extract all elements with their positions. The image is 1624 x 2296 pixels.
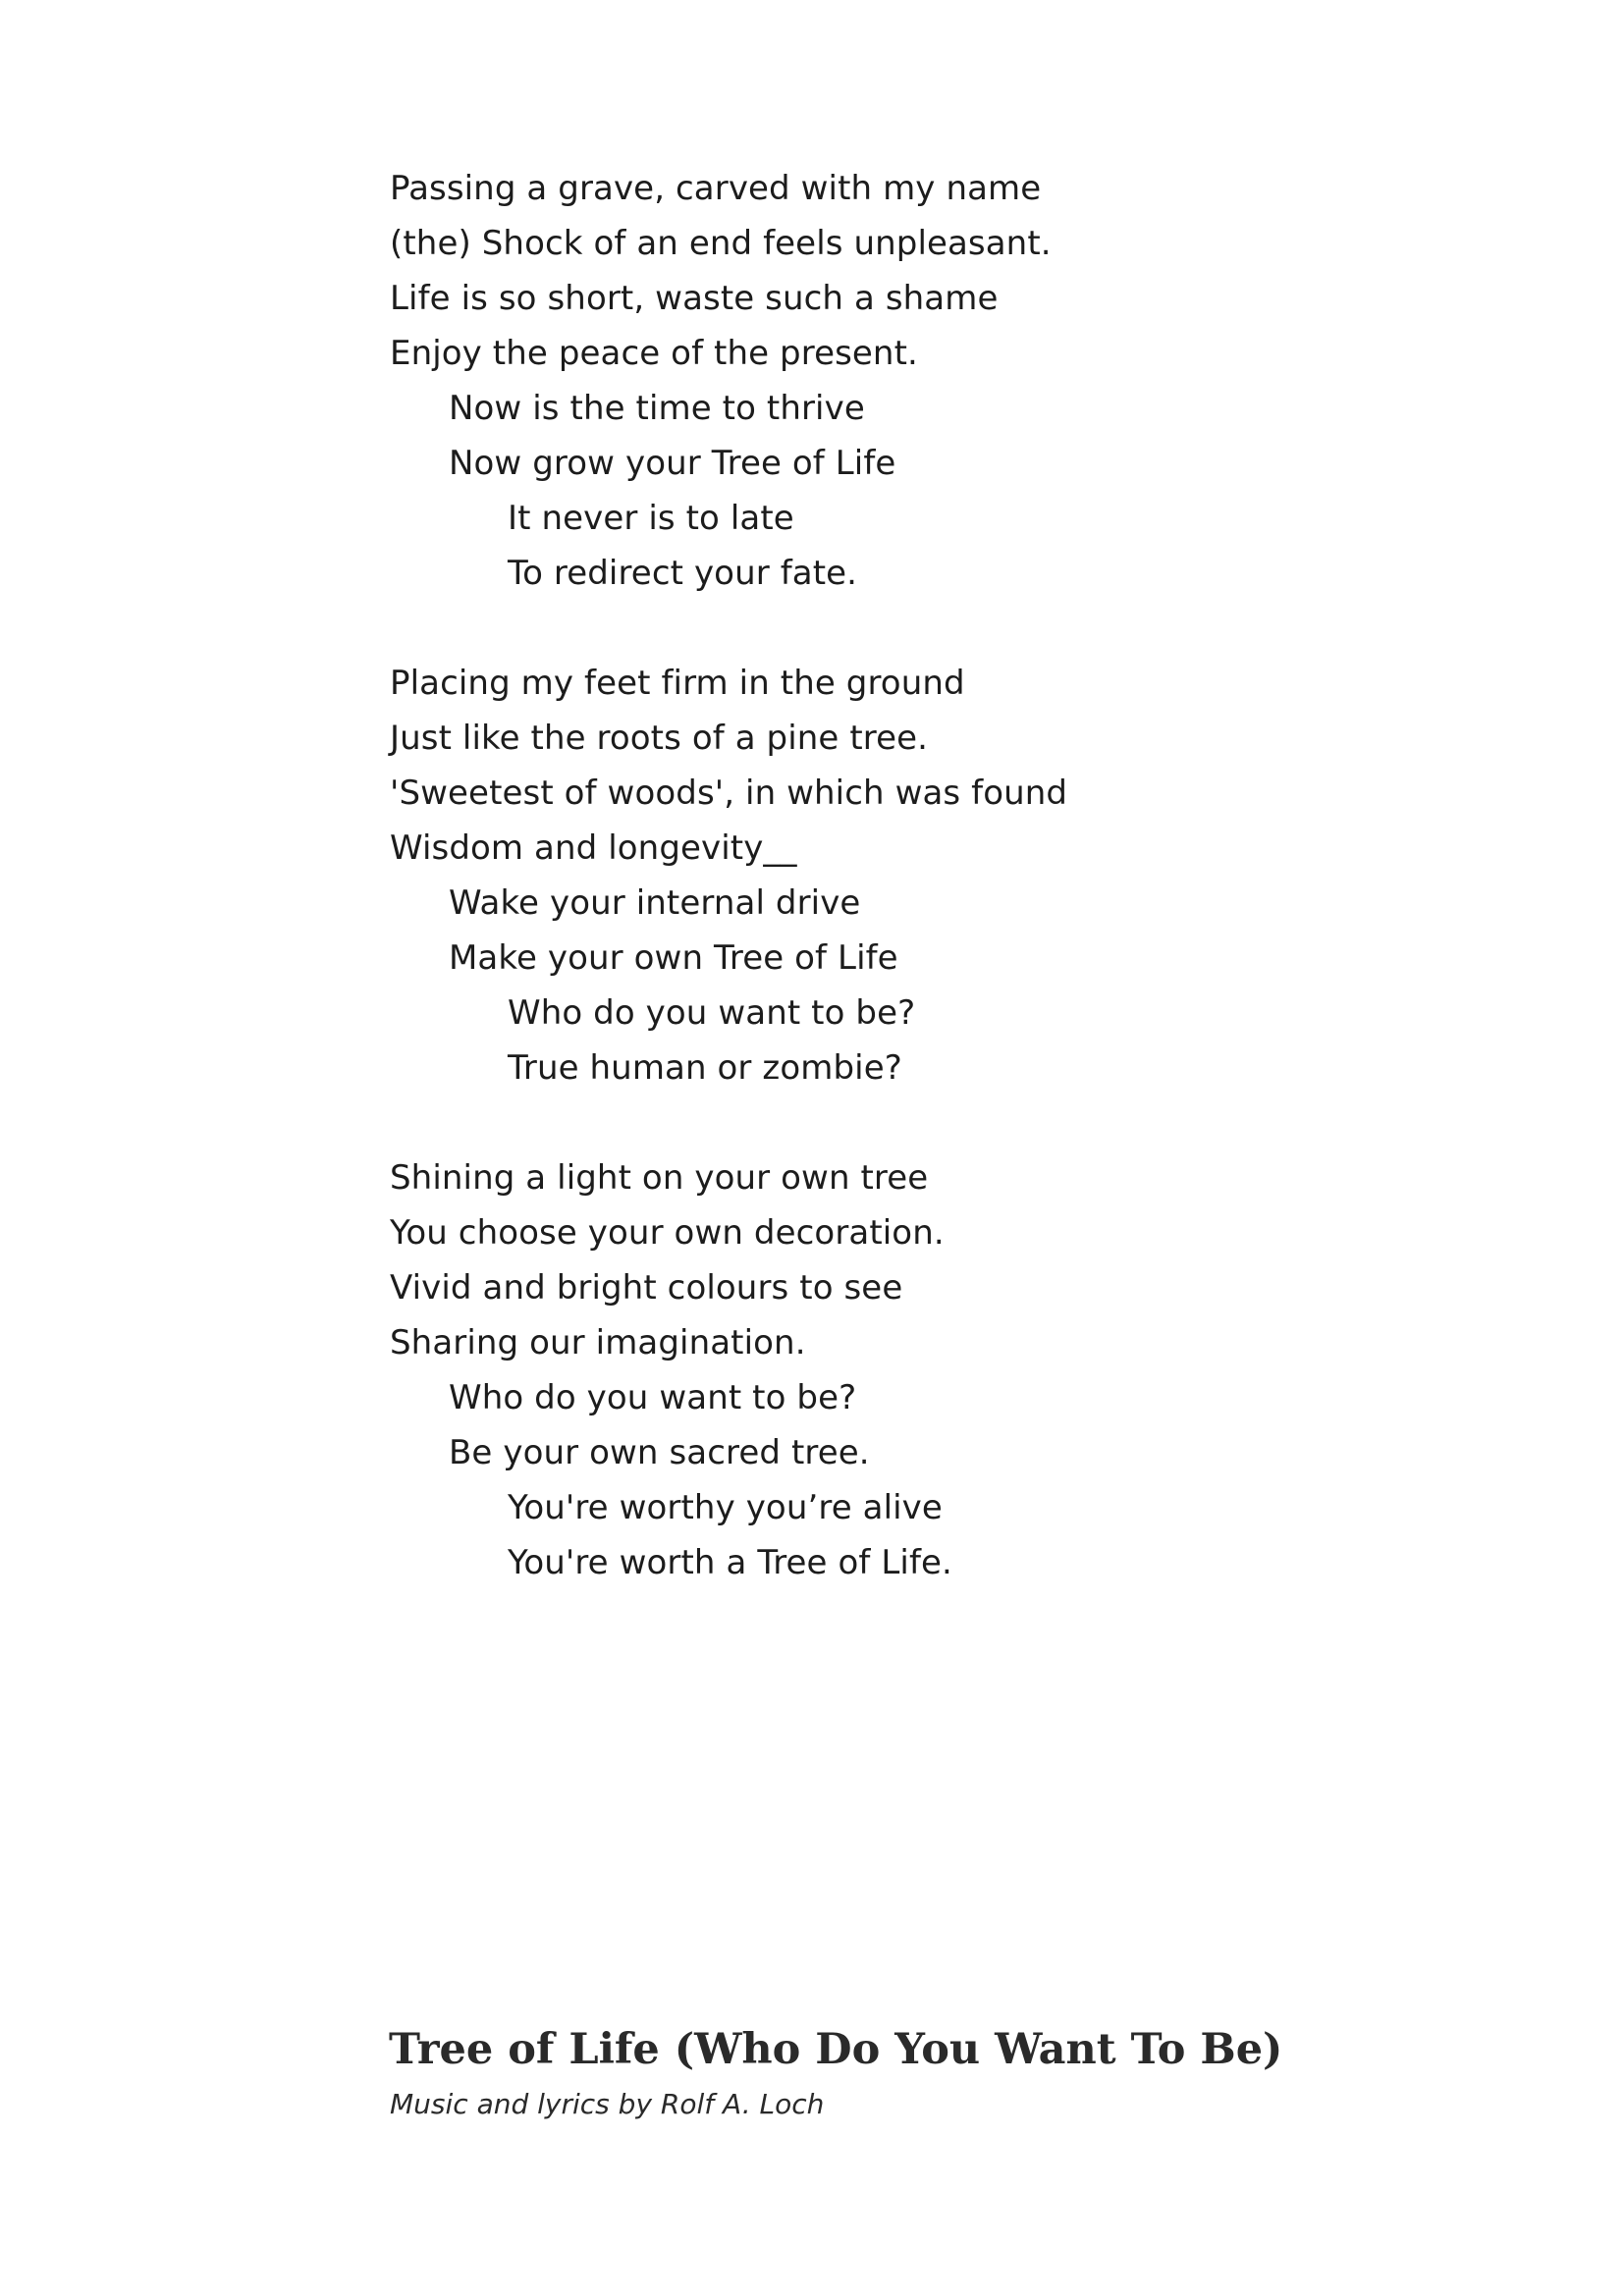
lyric-line: Just like the roots of a pine tree. (390, 719, 929, 758)
lyric-line: Placing my feet firm in the ground (390, 664, 965, 703)
lyric-line-indented: Who do you want to be? (449, 1378, 857, 1417)
lyric-line-double-indented: You're worthy you’re alive (508, 1488, 943, 1527)
stanza-1 (390, 161, 1372, 601)
lyric-line-double-indented: Who do you want to be? (508, 993, 916, 1033)
lyric-line: You choose your own decoration. (390, 1213, 945, 1253)
lyric-line-indented: Now is the time to thrive (449, 389, 865, 428)
lyric-line-indented: Make your own Tree of Life (449, 938, 898, 978)
lyric-line: Sharing our imagination. (390, 1323, 806, 1362)
lyric-line-double-indented: It never is to late (508, 499, 794, 538)
lyric-line: Wisdom and longevity__ (390, 828, 797, 868)
lyric-line: Life is so short, waste such a shame (390, 279, 999, 318)
lyric-line-double-indented: You're worth a Tree of Life. (508, 1543, 952, 1582)
lyrics-body (390, 161, 1372, 1590)
lyric-line-double-indented: To redirect your fate. (508, 554, 858, 593)
lyric-line: Passing a grave, carved with my name (390, 169, 1042, 208)
lyric-line-indented: Be your own sacred tree. (449, 1433, 870, 1472)
lyric-line: Vivid and bright colours to see (390, 1268, 903, 1308)
lyric-line: Shining a light on your own tree (390, 1158, 929, 1198)
lyric-line-double-indented: True human or zombie? (508, 1048, 902, 1088)
song-credit: Music and lyrics by Rolf A. Loch (390, 2088, 825, 2120)
lyric-line: Enjoy the peace of the present. (390, 334, 918, 373)
stanza-2 (390, 656, 1372, 1095)
lyric-line-indented: Wake your internal drive (449, 883, 861, 923)
lyric-line: (the) Shock of an end feels unpleasant. (390, 224, 1052, 263)
stanza-3 (390, 1150, 1372, 1590)
song-title: Tree of Life (Who Do You Want To Be) (389, 2025, 1283, 2074)
lyric-line-indented: Now grow your Tree of Life (449, 444, 896, 483)
lyric-line: 'Sweetest of woods', in which was found (390, 774, 1068, 813)
